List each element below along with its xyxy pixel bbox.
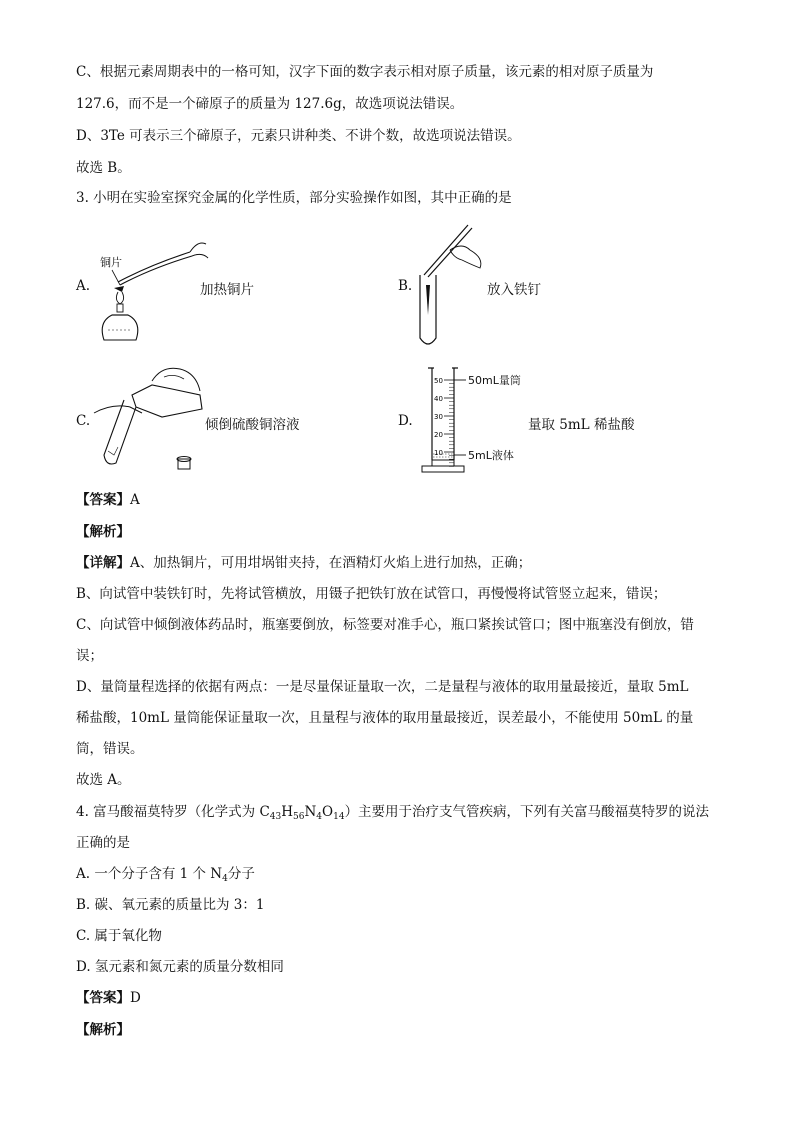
option-letter: C. <box>76 413 91 429</box>
q4-option-b: B. 碳、氧元素的质量比为 3：1 <box>76 897 265 913</box>
tick-label: 30 <box>434 413 443 421</box>
copper-sheet-label: 铜片 <box>100 256 122 269</box>
q4-option-c: C. 属于氧化物 <box>76 928 162 944</box>
pouring-solution-figure <box>92 355 212 475</box>
formula-sub: 56 <box>293 812 305 822</box>
cylinder-ticks <box>434 377 454 466</box>
answer-tag: 【答案】 <box>76 492 130 508</box>
detail-c: C、向试管中倾倒液体药品时，瓶塞要倒放，标签要对准手心，瓶口紧挨试管口；图中瓶塞没有倒放，错 <box>76 617 694 633</box>
liquid-label: 5mL液体 <box>468 449 514 462</box>
tick-label: 10 <box>434 449 443 457</box>
text-line: D、3Te 可表示三个碲原子，元素只讲种类、不讲个数，故选项说法错误。 <box>76 128 521 144</box>
answer-tag: 【答案】 <box>76 990 130 1006</box>
option-letter: B. <box>398 278 413 294</box>
option-letter: D. <box>398 413 413 429</box>
analysis-4-tag: 【解析】 <box>76 1022 130 1038</box>
option-label: 倾倒硫酸铜溶液 <box>205 417 300 433</box>
answer-3 <box>76 490 140 510</box>
cylinder-label: 50mL量筒 <box>468 374 521 387</box>
question-3-stem: 3. 小明在实验室探究金属的化学性质，部分实验操作如图，其中正确的是 <box>76 190 512 206</box>
question-4-stem <box>76 802 709 827</box>
text-line: 127.6，而不是一个碲原子的质量为 127.6g，故选项说法错误。 <box>76 96 464 112</box>
option-label: 放入铁钉 <box>487 282 541 298</box>
q4-text: ）主要用于治疗支气管疾病，下列有关富马酸福莫特罗的说法 <box>344 804 710 820</box>
tick-label: 40 <box>434 395 443 403</box>
question-4-stem-cont: 正确的是 <box>76 835 130 851</box>
test-tube-nail-figure <box>410 220 490 350</box>
answer-value: D <box>130 990 141 1006</box>
option-letter: A. <box>76 278 91 294</box>
q4-text: 4. 富马酸福莫特罗（化学式为 C <box>76 804 270 820</box>
formula-sub: 43 <box>269 812 282 822</box>
formula-sub: 14 <box>333 812 345 822</box>
detail-d-cont: 稀盐酸，10mL 量筒能保证量取一次，且量程与液体的取用量最接近，误差最小，不能使用 50mL 的量 <box>76 710 694 726</box>
option-text: A. 一个分子含有 1 个 N <box>76 866 223 882</box>
text-line: C、根据元素周期表中的一格可知，汉字下面的数字表示相对原子质量，该元素的相对原子质量为 <box>76 64 654 80</box>
detail-text: A、加热铜片，可用坩埚钳夹持，在酒精灯火焰上进行加热，正确； <box>130 555 532 571</box>
formula-el: N <box>304 804 317 820</box>
answer-value: A <box>130 492 140 508</box>
detail-d-cont: 筒，错误。 <box>76 741 144 757</box>
analysis-3-tag: 【解析】 <box>76 524 130 540</box>
formula-sub: 4 <box>222 874 228 884</box>
detail-b: B、向试管中装铁钉时，先将试管横放，用镊子把铁钉放在试管口，再慢慢将试管竖立起来，错误； <box>76 586 667 602</box>
tick-label: 20 <box>434 431 443 439</box>
formula-el: O <box>322 804 334 820</box>
option-label: 加热铜片 <box>200 282 254 298</box>
detail-d: D、量筒量程选择的依据有两点：一是尽量保证量取一次，二是量程与液体的取用量最接近，量取 5mL <box>76 679 689 695</box>
formula-sub: 4 <box>316 812 323 822</box>
alcohol-lamp-tongs-figure <box>90 230 210 345</box>
formula-el: H <box>281 804 294 820</box>
detail-tag: 【详解】 <box>76 555 130 571</box>
q4-option-a <box>76 864 255 889</box>
graduated-cylinder-figure <box>420 364 530 476</box>
conclusion-3: 故选 A。 <box>76 772 131 788</box>
text-line: 故选 B。 <box>76 160 131 176</box>
answer-4 <box>76 988 141 1008</box>
tick-label: 50 <box>434 377 443 385</box>
option-label: 量取 5mL 稀盐酸 <box>528 417 635 433</box>
q4-option-d: D. 氢元素和氮元素的质量分数相同 <box>76 959 284 975</box>
option-text: 分子 <box>227 866 255 882</box>
detail-a <box>76 553 531 573</box>
detail-c-cont: 误； <box>76 648 103 664</box>
